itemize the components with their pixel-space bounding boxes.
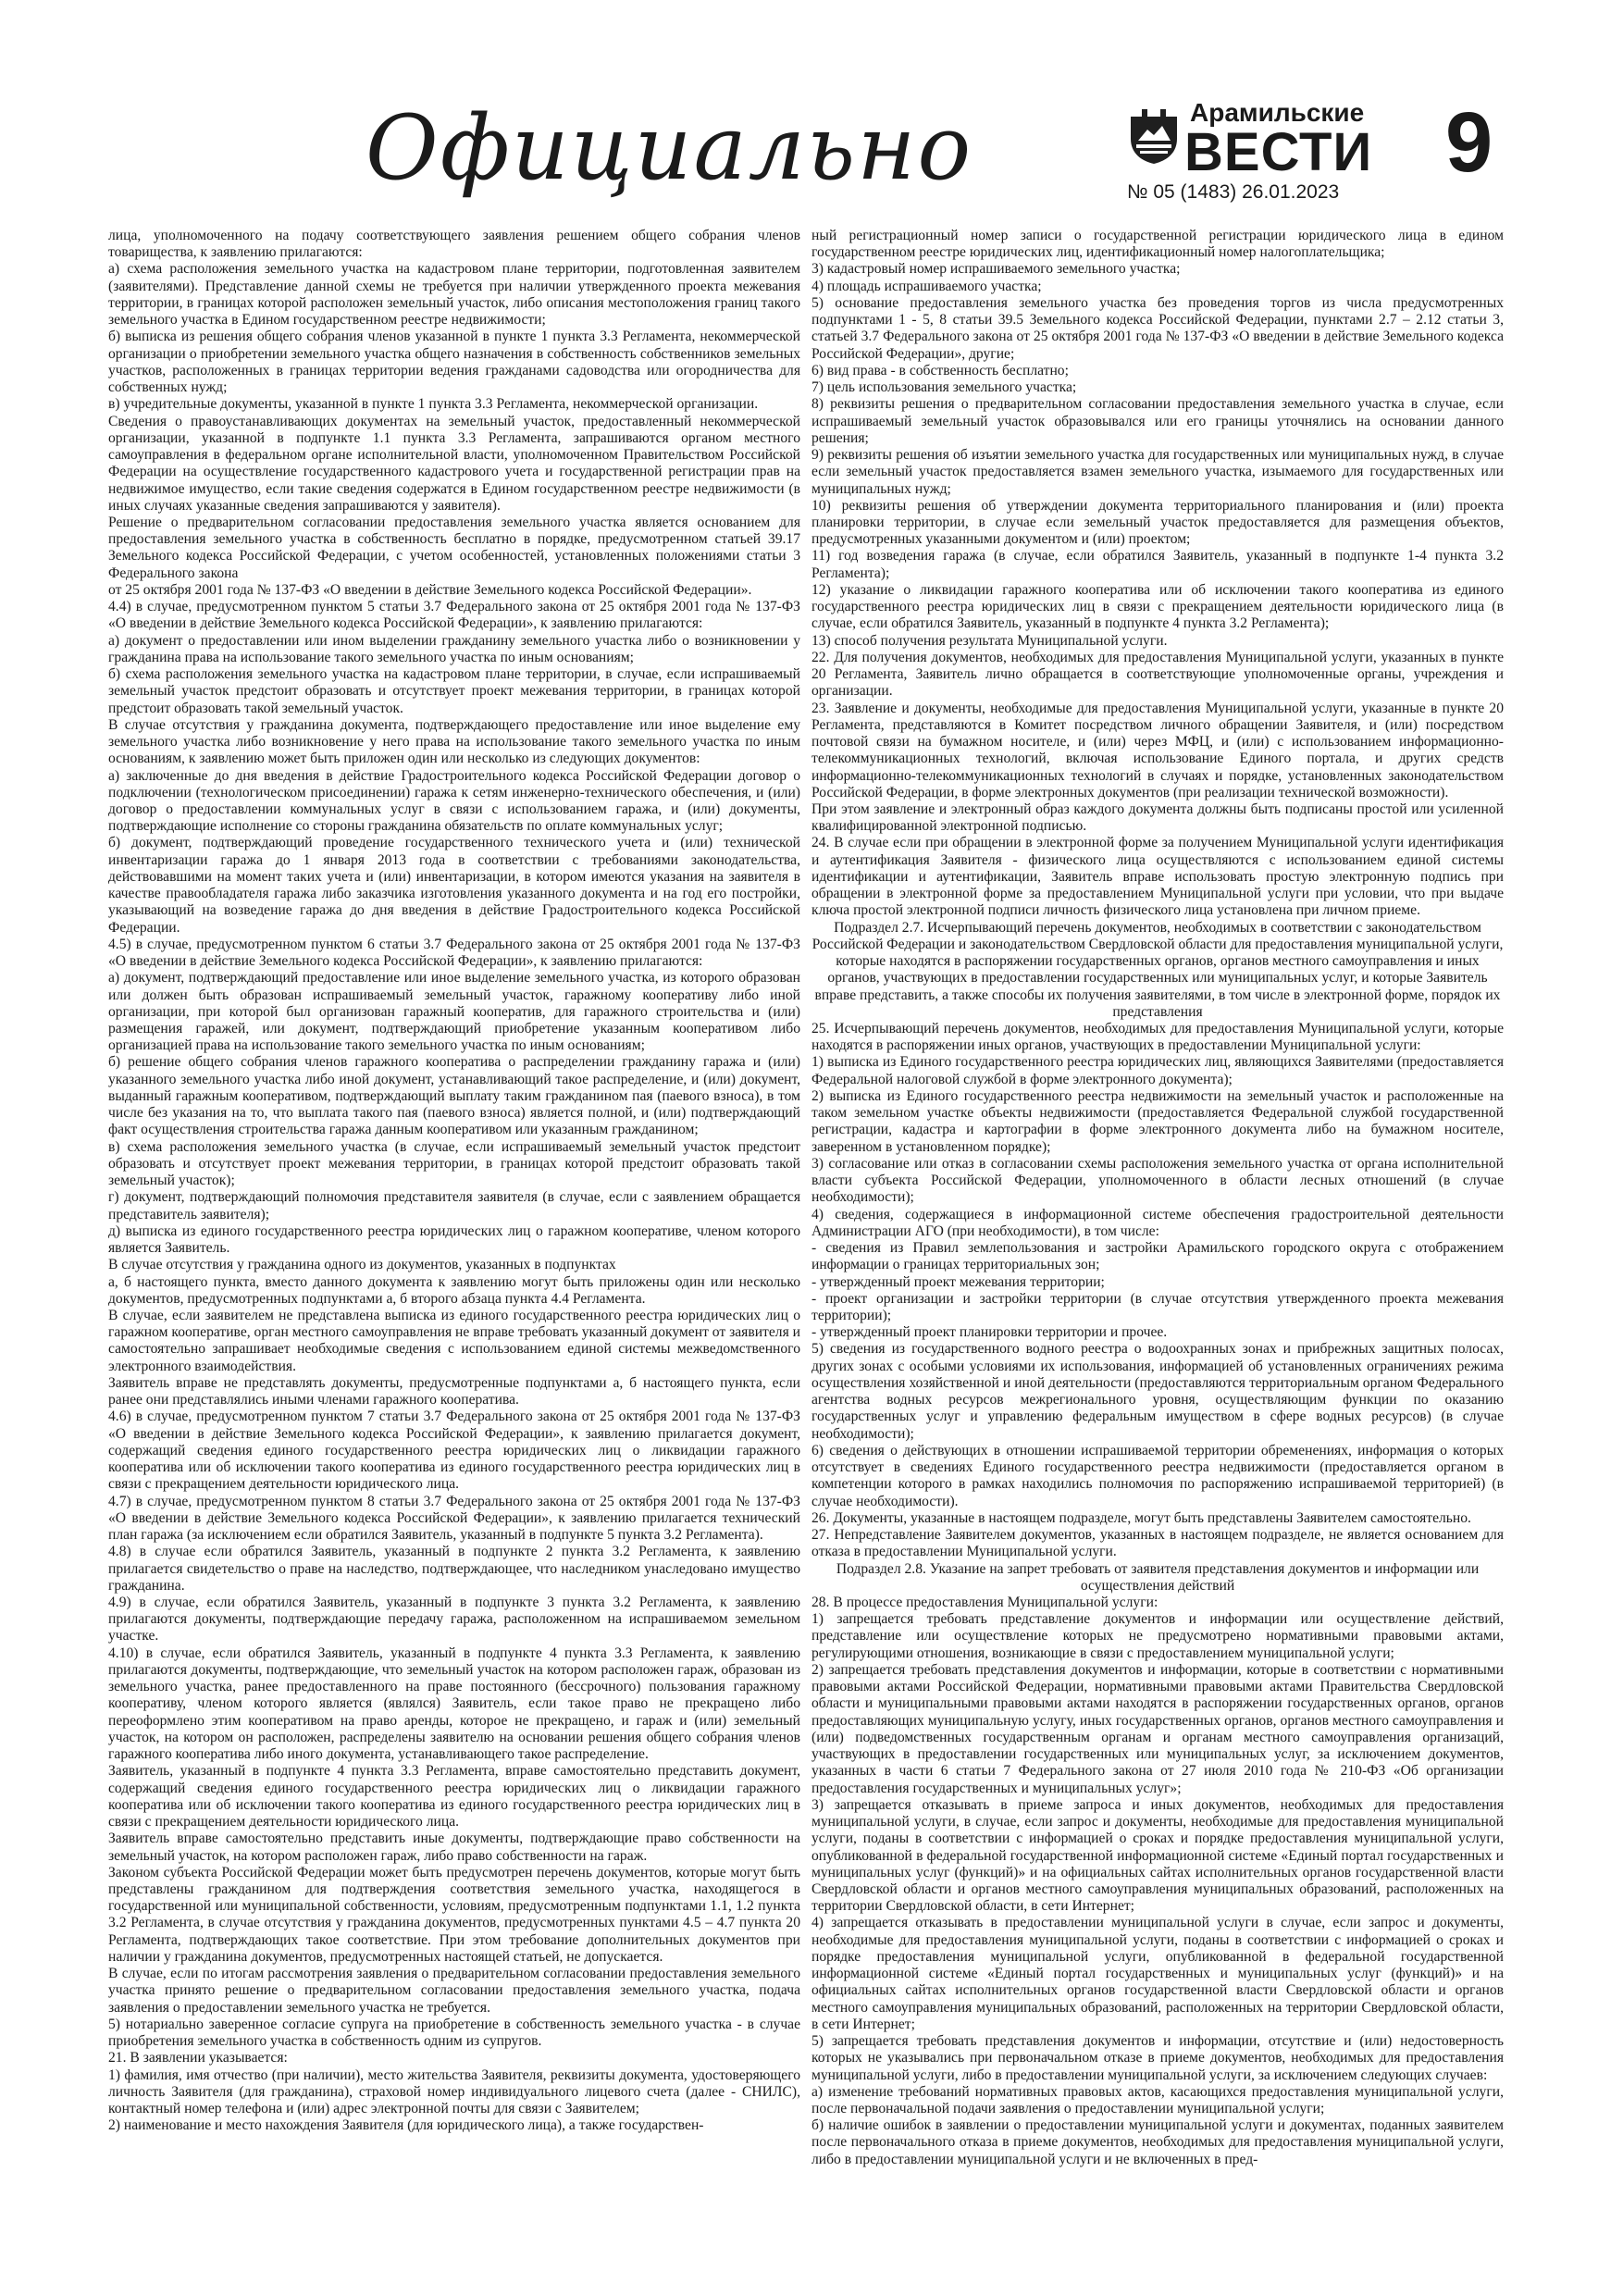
paragraph: 8) реквизиты решения о предварительном согласовании предоставления земельного участка в случае, если испрашиваемый земельный участок образовывался или его границы уточнялись на основании данного решения;	[812, 396, 1504, 446]
logo-top-text: Арамильские	[1190, 98, 1365, 127]
paragraph: 3) согласование или отказ в согласовании схемы расположения земельного участка от органа исполнительной власти субъекта Российской Федерации, уполномоченного в области лесных отношений (в случае необходимости);	[812, 1155, 1504, 1206]
paragraph: - проект организации и застройки территории (в случае отсутствия утвержденного проекта межевания территории);	[812, 1290, 1504, 1323]
paragraph: 12) указание о ликвидации гаражного кооператива или об исключении такого кооператива из единого государственного реестра юридических лиц в связи с прекращением деятельности юридического лица (в случае, если обратился Заявитель, указанный в подпункте 4 пункта 3.2 Регламента);	[812, 581, 1504, 632]
paragraph: 1) выписка из Единого государственного реестра юридических лиц, являющихся Заявителями (предоставляется Федеральной налоговой службой в форме электронного документа);	[812, 1054, 1504, 1087]
paragraph: Заявитель, указанный в подпункте 4 пункта 3.3 Регламента, вправе самостоятельно представить документ, содержащий сведения единого государственного реестра юридических лиц о ликвидации гаражного кооператива или об исключении такого кооператива из единого государственного реестра юридических лиц в связи с прекращением деятельности юридического лица.	[108, 1763, 800, 1831]
page-header	[0, 0, 1623, 222]
paragraph: - утвержденный проект межевания территории;	[812, 1273, 1105, 1290]
paragraph: 4.7) в случае, предусмотренном пунктом 8 статьи 3.7 Федерального закона от 25 октября 2001 года № 137-ФЗ «О введении в действие Земельного кодекса Российской Федерации», к заявлению прилагается технический план гаража (за исключением если обратился Заявитель, указанный в подпункте 5 пункта 3.2 Регламента).	[108, 1493, 800, 1544]
logo-main-text: ВЕСТИ	[1184, 122, 1373, 182]
paragraph: 6) вид права - в собственность бесплатно;	[812, 362, 1069, 379]
paragraph: Решение о предварительном согласовании предоставления земельного участка является основанием для предоставления земельного участка в собственность бесплатно в порядке, предусмотренном статьей 39.17 Земельного кодекса Российской Федерации, с учетом особенностей, установленных положениями статьи 3 Федерального закона	[108, 514, 800, 581]
paragraph: б) схема расположения земельного участка на кадастровом плане территории, в случае, если испрашиваемый земельный участок предстоит образовать и отсутствует проект межевания территории, в границах которой предстоит образовать такой земельный участок.	[108, 666, 800, 716]
paragraph: 5) нотариально заверенное согласие супруга на приобретение в собственность земельного участка - в случае приобретения земельного участка в собственность одним из супругов.	[108, 2016, 800, 2050]
paragraph: 1) запрещается требовать представление документов и информации или осуществление действий, представление или осуществление которых не предусмотрено нормативными правовыми актами, регулирующими отношения, возникающие в связи с предоставлением муниципальной услуги;	[812, 1611, 1504, 1661]
paragraph: 13) способ получения результата Муниципальной услуги.	[812, 632, 1168, 649]
paragraph: 4) сведения, содержащиеся в информационной системе обеспечения градостроительной деятельности Администрации АГО (при необходимости), в том числе:	[812, 1206, 1504, 1239]
paragraph: 4.4) в случае, предусмотренном пунктом 5 статьи 3.7 Федерального закона от 25 октября 2001 года № 137-ФЗ «О введении в действие Земельного кодекса Российской Федерации», к заявлению прилагаются:	[108, 599, 800, 632]
paragraph: 28. В процессе предоставления Муниципальной услуги:	[812, 1594, 1158, 1610]
paragraph: Законом субъекта Российской Федерации может быть предусмотрен перечень документов, которые могут быть представлены гражданином для подтверждения соответствия земельного участка, находящегося в государственной или муниципальной собственности, условиям, предусмотренным подпунктами 1.1, 1.2 пункта 3.2 Регламента, в случае отсутствия у гражданина документов, предусмотренных пунктами 4.5 – 4.7 пункта 20 Регламента, подтверждающих такое соответствие. При этом требование дополнительных документов при наличии у гражданина документов, предусмотренных настоящей статьей, не допускается.	[108, 1864, 800, 1965]
paragraph: лица, уполномоченного на подачу соответствующего заявления решением общего собрания членов товарищества, к заявлению прилагаются:	[108, 228, 800, 261]
paragraph: в) учредительные документы, указанной в пункте 1 пункта 3.3 Регламента, некоммерческой организации.	[108, 396, 759, 413]
paragraph: 27. Непредставление Заявителем документов, указанных в настоящем подразделе, не является основанием для отказа в предоставлении Муниципальной услуги.	[812, 1527, 1504, 1560]
paragraph: 22. Для получения документов, необходимых для предоставления Муниципальной услуги, указанных в пункте 20 Регламента, Заявитель лично обращается в соответствующие уполномоченные органы, учреждения и организации.	[812, 649, 1504, 700]
paragraph: 2) наименование и место нахождения Заявителя (для юридического лица), а также государствен-	[108, 2117, 704, 2134]
subsection-heading-2-8: Подраздел 2.8. Указание на запрет требовать от заявителя представления документов и информации или осуществления действий	[836, 1560, 1480, 1594]
paragraph: г) документ, подтверждающий полномочия представителя заявителя (в случае, если с заявлением обращается представитель заявителя);	[108, 1189, 800, 1222]
paragraph: а) заключенные до дня введения в действие Градостроительного кодекса Российской Федерации договор о подключении (технологическом присоединении) гаража к сетям инженерно-технического обеспечения, и (или) договор о предоставлении коммунальных услуг в связи с использованием гаража, и (или) документы, подтверждающие исполнение со стороны гражданина обязательств по оплате коммунальных услуг;	[108, 767, 800, 835]
paragraph: 7) цель использования земельного участка;	[812, 379, 1077, 396]
paragraph: 23. Заявление и документы, необходимые для предоставления Муниципальной услуги, указанные в пункте 20 Регламента, представляются в Комитет посредством личного обращении Заявителя, и (или) посредством почтовой связи на бумажном носителе, и (или) через МФЦ, и (или) с использованием информационно-телекоммуникационных технологий, включая использование Единого портала, и других средств информационно-телекоммуникационных технологий в случаях и порядке, установленных законодательством Российской Федерации, в форме электронных документов (при реализации технической возможности).	[812, 700, 1504, 800]
city-crest-icon	[1127, 104, 1181, 165]
paragraph: а) документ, подтверждающий предоставление или иное выделение земельного участка, из которого образован или должен быть образован испрашиваемый земельный участок, гаражному кооперативу либо иной организации, при которой был организован гаражный кооператив, для гаражного строительства и (или) размещения гаражей, или документ, подтверждающий приобретение указанным кооперативом либо организацией права на использование такого земельного участка по иным основаниям;	[108, 970, 800, 1054]
paragraph: 10) реквизиты решения об утверждении документа территориального планирования и (или) проекта планировки территории, в случае если земельный участок предоставляется для размещения объектов, предусмотренных указанными документом и (или) проектом;	[812, 497, 1504, 548]
issue-number: № 05 (1483) 26.01.2023	[1127, 181, 1340, 203]
paragraph: 5) запрещается требовать представления документов и информации, отсутствие и (или) недостоверность которых не указывались при первоначальном отказе в приеме документов, необходимых для предоставления муниципальной услуги, либо в предоставлении муниципальной услуги, за исключением следующих случаев:	[812, 2033, 1504, 2083]
paragraph: а) документ о предоставлении или ином выделении гражданину земельного участка либо о возникновении у гражданина права на использование такого земельного участка по иным основаниям;	[108, 632, 800, 665]
paragraph: 9) реквизиты решения об изъятии земельного участка для государственных или муниципальных нужд, в случае если земельный участок предоставляется взамен земельного участка, изымаемого для государственных или муниципальных нужд;	[812, 447, 1504, 497]
paragraph: 4.9) в случае, если обратился Заявитель, указанный в подпункте 3 пункта 3.2 Регламента, к заявлению прилагаются документы, подтверждающие передачу гаража, расположенном на испрашиваемом земельном участке.	[108, 1594, 800, 1644]
paragraph: 2) выписка из Единого государственного реестра недвижимости на земельный участок и расположенные на таком земельном участке объекты недвижимости (предоставляется Федеральной службой государственной регистрации, кадастра и картографии в форме электронного документа либо на бумажном носителе, заверенном в установленном порядке);	[812, 1087, 1504, 1155]
paragraph: 24. В случае если при обращении в электронной форме за получением Муниципальной услуги идентификация и аутентификация Заявителя - физического лица осуществляются с использованием единой системы идентификации и аутентификации, Заявитель вправе использовать простую электронную подпись при обращении в электронной форме за предоставлением Муниципальной услуги при условии, что при выдаче ключа простой электронной подписи личность физического лица установлена при личном приеме.	[812, 835, 1504, 919]
paragraph: а) схема расположения земельного участка на кадастровом плане территории, подготовленная заявителем (заявителями). Представление данной схемы не требуется при наличии утвержденного проекта межевания территории, в границах которой расположен земельный участок, либо описания местоположения границ такого земельного участка в Едином государственном реестре недвижимости;	[108, 261, 800, 329]
paragraph: 21. В заявлении указывается:	[108, 2050, 288, 2066]
section-title: Официально	[365, 96, 973, 200]
paragraph: 5) основание предоставления земельного участка без проведения торгов из числа предусмотренных подпунктами 1 - 5, 8 статьи 39.5 Земельного кодекса Российской Федерации, пунктами 2.7 – 2.12 статьи 3, статьей 3.7 Федерального закона от 25 октября 2001 года № 137-ФЗ «О введении в действие Земельного кодекса Российской Федерации», другие;	[812, 294, 1504, 362]
paragraph: 4.5) в случае, предусмотренном пунктом 6 статьи 3.7 Федерального закона от 25 октября 2001 года № 137-ФЗ «О введении в действие Земельного кодекса Российской Федерации», к заявлению прилагаются:	[108, 936, 800, 970]
paragraph: 1) фамилия, имя отчество (при наличии), место жительства Заявителя, реквизиты документа, удостоверяющего личность Заявителя (для гражданина), страховой номер индивидуального лицевого счета (далее - СНИЛС), контактный номер телефона и (или) адрес электронной почты для связи с Заявителем;	[108, 2066, 800, 2117]
paragraph: В случае отсутствия у гражданина документа, подтверждающего предоставление или иное выделение ему земельного участка либо возникновение у него права на использование такого земельного участка по иным основаниям, к заявлению может быть приложен один или несколько из следующих документов:	[108, 716, 800, 767]
paragraph: 11) год возведения гаража (в случае, если обратился Заявитель, указанный в подпункте 1-4 пункта 3.2 Регламента);	[812, 548, 1504, 581]
paragraph: 4) площадь испрашиваемого участка;	[812, 278, 1042, 294]
paragraph: 4) запрещается отказывать в предоставлении муниципальной услуги в случае, если запрос и документы, необходимые для предоставления муниципальной услуги, поданы в соответствии с информацией о сроках и порядке предоставления муниципальной услуги, опубликованной в федеральной государственной информационной системе «Единый портал государственных и муниципальных услуг (функций)» и на официальных сайтах исполнительных органов государственной власти Свердловской области и органов местного самоуправления муниципальных образований, расположенных на территории Свердловской области, в сети Интернет;	[812, 1915, 1504, 2032]
paragraph: При этом заявление и электронный образ каждого документа должны быть подписаны простой или усиленной квалифицированной электронной подписью.	[812, 800, 1504, 835]
paragraph: б) выписка из решения общего собрания членов указанной в пункте 1 пункта 3.3 Регламента, некоммерческой организации о приобретении земельного участка общего назначения в собственность собственников земельных участков, расположенных в границах территории ведения гражданами садоводства или огородничества для собственных нужд;	[108, 329, 800, 396]
page-number: 9	[1445, 95, 1493, 190]
paragraph: 25. Исчерпывающий перечень документов, необходимых для предоставления Муниципальной услуги, которые находятся в распоряжении иных органов, участвующих в предоставлении Муниципальной услуги:	[812, 1021, 1504, 1054]
paragraph: а, б настоящего пункта, вместо данного документа к заявлению могут быть приложены один или несколько документов, предусмотренных подпунктами а, б второго абзаца пункта 4.4 Регламента.	[108, 1273, 800, 1307]
paragraph: Сведения о правоустанавливающих документах на земельный участок, предоставленный некоммерческой организации, указанной в подпункте 1.1 пункта 3.3 Регламента, запрашиваются органом местного самоуправления в федеральном органе исполнительной власти, уполномоченном Правительством Российской Федерации на осуществление государственного кадастрового учета и государственной регистрации прав на недвижимое имущество, если такие сведения содержатся в Едином государственном реестре недвижимости (в иных случаях указанные сведения запрашиваются у заявителя).	[108, 413, 800, 514]
subsection-heading-2-7: Подраздел 2.7. Исчерпывающий перечень документов, необходимых в соответствии с законодательством Российской Федерации и законодательством Свердловской области для предоставления муниципальной услуги, которые находятся в распоряжении государственных органов, органов местного самоуправления и иных органов, участвующих в предоставлении государственных или муниципальных услуг, и которые Заявитель вправе представить, а также способы их получения заявителями, в том числе в электронной форме, порядок их представления	[812, 919, 1504, 1020]
paragraph: 26. Документы, указанные в настоящем подразделе, могут быть представлены Заявителем самостоятельно.	[812, 1509, 1471, 1526]
paragraph: В случае, если заявителем не представлена выписка из единого государственного реестра юридических лиц о гаражном кооперативе, орган местного самоуправления не вправе требовать указанный документ от заявителя и самостоятельно запрашивает необходимые сведения с использованием единой системы межведомственного электронного взаимодействия.	[108, 1308, 800, 1374]
paragraph: от 25 октября 2001 года № 137-ФЗ «О введении в действие Земельного кодекса Российской Федерации».	[108, 581, 752, 598]
paragraph: 4.6) в случае, предусмотренном пунктом 7 статьи 3.7 Федерального закона от 25 октября 2001 года № 137-ФЗ «О введении в действие Земельного кодекса Российской Федерации», к заявлению прилагается документ, содержащий сведения единого государственного реестра юридических лиц о ликвидации гаражного кооператива или об исключении такого кооператива из единого государственного реестра юридических лиц в связи с прекращением деятельности юридического лица.	[108, 1409, 800, 1493]
paragraph: 6) сведения о действующих в отношении испрашиваемой территории обременениях, информация о которых отсутствует в сведениях Единого государственного реестра недвижимости (предоставляется органом в компетенции которого в рамках находились полномочия по распоряжению испрашиваемой территорией) (в случае необходимости).	[812, 1442, 1504, 1509]
paragraph: д) выписка из единого государственного реестра юридических лиц о гаражном кооперативе, членом которого является Заявитель.	[108, 1222, 800, 1257]
paragraph: Заявитель вправе самостоятельно представить иные документы, подтверждающие право собственности на земельный участок, на котором расположен гараж, либо право собственности на гараж.	[108, 1831, 800, 1864]
paragraph: б) документ, подтверждающий проведение государственного технического учета и (или) технической инвентаризации гаража до 1 января 2013 года в соответствии с требованиями законодательства, действовавшими на момент таких учета и (или) инвентаризации, в котором имеются указания на заявителя в качестве правообладателя гаража либо заказчика изготовления указанного документа и на год его постройки, указывающий на возведение гаража до дня введения в действие Градостроительного кодекса Российской Федерации.	[108, 835, 800, 936]
paragraph: 2) запрещается требовать представления документов и информации, которые в соответствии с нормативными правовыми актами Российской Федерации, нормативными правовыми актами Правительства Свердловской области и муниципальными правовыми актами находятся в распоряжении государственных органов, органов предоставляющих муниципальную услугу, иных государственных органов, органов местного самоуправления и (или) подведомственных государственным органам и органам местного самоуправления организаций, участвующих в предоставлении государственных или муниципальных услуг, за исключением документов, указанных в части 6 статьи 7 Федерального закона от 27 июля 2010 года № 210-ФЗ «Об организации предоставления государственных и муниципальных услуг»;	[812, 1661, 1504, 1796]
paragraph: б) наличие ошибок в заявлении о предоставлении муниципальной услуги и документах, поданных заявителем после первоначального отказа в приеме документов, необходимых для предоставления муниципальной услуги, либо в предоставлении муниципальной услуги и не включенных в пред-	[812, 2117, 1504, 2167]
paragraph: б) решение общего собрания членов гаражного кооператива о распределении гражданину гаража и (или) указанного земельного участка либо иной документ, устанавливающий такое распределение, и (или) документ, выданный гаражным кооперативом, подтверждающий выплату таким гражданином пая (паевого взноса), в том числе без указания на то, что выплата такого пая (паевого взноса) является полной, и (или) подтверждающий факт осуществления строительства гаража данным кооперативом или указанным гражданином;	[108, 1054, 800, 1138]
paragraph: - сведения из Правил землепользования и застройки Арамильского городского округа с отображением информации о границах территориальных зон;	[812, 1240, 1504, 1273]
right-column	[812, 228, 1504, 2264]
paragraph: 4.10) в случае, если обратился Заявитель, указанный в подпункте 4 пункта 3.3 Регламента, к заявлению прилагаются документы, подтверждающие, что земельный участок на котором расположен гараж, образован из земельного участка, ранее предоставленного на праве постоянного (бессрочного) пользования гаражному кооперативу, членом которого является (являлся) Заявитель, если такое право не прекращено либо переоформлено этим кооперативом на право аренды, которое не прекращено, и гараж и (или) земельный участок, на котором он расположен, распределены заявителю на основании решения общего собрания членов гаражного кооператива либо иного документа, устанавливающего такое распределение.	[108, 1644, 800, 1763]
paragraph: 3) кадастровый номер испрашиваемого земельного участка;	[812, 261, 1181, 278]
left-column	[108, 228, 800, 2264]
paragraph: - утвержденный проект планировки территории и прочее.	[812, 1324, 1168, 1341]
paragraph: в) схема расположения земельного участка (в случае, если испрашиваемый земельный участок предстоит образовать и отсутствует проект межевания территории, в границах которой предстоит образовать такой земельный участок);	[108, 1138, 800, 1189]
paragraph: В случае, если по итогам рассмотрения заявления о предварительном согласовании предоставления земельного участка принято решение о предварительном согласовании предоставления земельного участка, подача заявления о предоставлении земельного участка не требуется.	[108, 1966, 800, 2016]
paragraph: 3) запрещается отказывать в приеме запроса и иных документов, необходимых для предоставления муниципальной услуги, в случае, если запрос и документы, необходимые для предоставления муниципальной услуги, поданы в соответствии с информацией о сроках и порядке предоставления муниципальной услуги, опубликованной в федеральной государственной информационной системе «Единый портал государственных и муниципальных услуг (функций)» и на официальных сайтах исполнительных органов государственной власти Свердловской области и органов местного самоуправления муниципальных образований, расположенных на территории Свердловской области, в сети Интернет;	[812, 1796, 1504, 1915]
paragraph: а) изменение требований нормативных правовых актов, касающихся предоставления муниципальной услуги, после первоначальной подачи заявления о предоставлении муниципальной услуги;	[812, 2083, 1504, 2117]
paragraph: Заявитель вправе не представлять документы, предусмотренные подпунктами а, б настоящего пункта, если ранее они представлялись иными членами гаражного кооператива.	[108, 1374, 800, 1409]
paragraph: В случае отсутствия у гражданина одного из документов, указанных в подпунктах	[108, 1257, 616, 1273]
paragraph: ный регистрационный номер записи о государственной регистрации юридического лица в едином государственном реестре юридических лиц, идентификационный номер налогоплательщика;	[812, 228, 1504, 261]
paragraph: 4.8) в случае если обратился Заявитель, указанный в подпункте 2 пункта 3.2 Регламента, к заявлению прилагается свидетельство о праве на наследство, подтверждающее, что наследником унаследовано имущество гражданина.	[108, 1544, 800, 1594]
paragraph: 5) сведения из государственного водного реестра о водоохранных зонах и прибрежных защитных полосах, других зонах с особыми условиями их использования, информацией об установленных ограничениях режима осуществления хозяйственной и иной деятельности (предоставляются территориальным органом Федерального агентства водных ресурсов межрегионального уровня, осуществляющим функции по оказанию государственных услуг и управлению федеральным имуществом в сфере водных ресурсов) (в случае необходимости);	[812, 1341, 1504, 1442]
